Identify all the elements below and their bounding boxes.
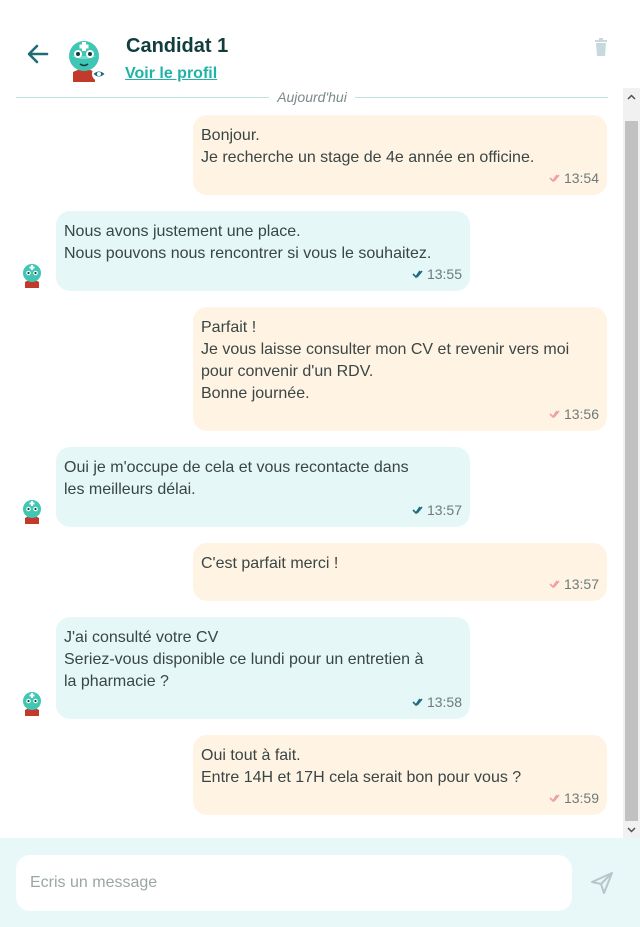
message-text: Je recherche un stage de 4e année en officine. [201,149,535,166]
message-time: 13:55 [426,266,462,282]
message-bubble-received [56,617,470,719]
message-time: 13:54 [563,170,599,186]
message-text: Nous pouvons nous rencontrer si vous le souhaitez. [64,245,432,262]
message-text: Nous avons justement une place. [64,223,301,240]
message-time: 13:59 [563,790,599,806]
message-time: 13:57 [426,502,462,518]
double-check-icon [549,173,561,183]
avatar [64,36,108,82]
message-text: Bonne journée. [201,385,310,402]
message-time: 13:58 [426,694,462,710]
message-list [0,88,640,838]
double-check-icon [549,579,561,589]
message-text: Oui tout à fait. [201,747,301,764]
message-text: J'ai consulté votre CV [64,629,219,646]
message-text: Entre 14H et 17H cela serait bon pour vous ? [201,769,522,786]
double-check-icon [412,697,424,707]
chat-header [0,0,640,96]
avatar [20,690,44,716]
message-text: Je vous laisse consulter mon CV et revenir vers moi [201,341,570,358]
message-time: 13:56 [563,406,599,422]
message-text: Parfait ! [201,319,257,336]
avatar [20,262,44,288]
view-profile-link[interactable]: Voir le profil [125,65,218,82]
message-bubble-sent [193,543,607,601]
avatar [20,498,44,524]
trash-icon[interactable] [592,38,610,58]
message-input[interactable] [16,855,572,911]
double-check-icon [549,409,561,419]
scrollbar[interactable] [623,88,640,838]
scroll-up-button[interactable] [623,88,640,105]
message-bubble-received [56,211,470,291]
message-text: Oui je m'occupe de cela et vous recontacte dans [64,459,409,476]
message-meta [549,787,599,809]
message-bubble-sent [193,115,607,195]
message-text: Seriez-vous disponible ce lundi pour un entretien à [64,651,424,668]
message-composer [0,838,640,927]
message-meta [549,573,599,595]
scrollbar-thumb[interactable] [625,121,638,821]
send-icon[interactable] [590,871,614,895]
message-bubble-received [56,447,470,527]
message-text: pour convenir d'un RDV. [201,363,374,380]
message-bubble-sent [193,735,607,815]
chevron-up-icon [627,94,636,100]
message-meta [412,691,462,713]
chevron-down-icon [627,827,636,833]
message-meta [412,263,462,285]
message-text: la pharmacie ? [64,673,169,690]
message-text: les meilleurs délai. [64,481,196,498]
message-meta [549,403,599,425]
contact-name: Candidat 1 [126,35,229,57]
double-check-icon [412,505,424,515]
double-check-icon [549,793,561,803]
double-check-icon [412,269,424,279]
scroll-down-button[interactable] [623,821,640,838]
date-label: Aujourd'hui [269,89,355,105]
message-time: 13:57 [563,576,599,592]
message-meta [412,499,462,521]
message-meta [549,167,599,189]
message-text: C'est parfait merci ! [201,555,339,572]
arrow-left-icon[interactable] [24,40,52,68]
message-text: Bonjour. [201,127,260,144]
message-bubble-sent [193,307,607,431]
